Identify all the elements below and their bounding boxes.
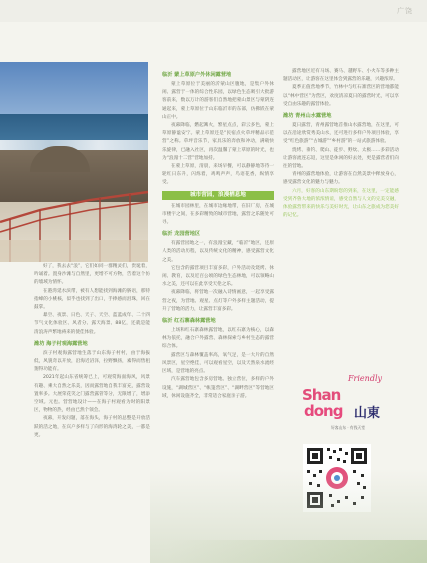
highlight-paragraph: 六月，好客的山东期盼您的到来，在这里，一定能感受到齐鲁大地的浓浓情谊，感受自然与人文的完美交融，体验露营带来的快乐与美好时光，让山东之旅成为您美好的记忆。	[283, 188, 399, 219]
body-paragraph: 汽车露营地包含多房营地、独立营位，多样的户外设施，“湖城营区”、“帐篷营区”、“湖畔营区”等营地区域，休闲设施齐全，非常适合家庭亲子游。	[162, 377, 274, 399]
body-paragraph: 在城市园林里，在城市边缘地带，在旧厂房，在城市楼宇之间，在多彩精致的城市营地，露营之乐随处可寻。	[162, 203, 274, 226]
section-heading: 临沂 红石寨森林露营地	[162, 318, 216, 325]
section-heading: 临沂 蒙上草原户外休闲露营地	[162, 72, 232, 78]
top-bar	[0, 0, 427, 22]
body-paragraph: 在港湾延水滨带，被有人想能找到海滩的脐语，那特指峰的小桃核，似乎也找到了出口，手捧感而泪珠，回在鼓掌。	[34, 288, 150, 311]
column-right	[283, 68, 399, 220]
coastal-photo	[0, 62, 148, 262]
body-paragraph: 露营区与森林覆盖率高，氧气足，是一大片的自然风景区，星空绝佳，可以观看星空，以及天然泉水流经区域，是营地的亮点。	[162, 352, 274, 375]
body-paragraph: 滨子村观海露营地生落于山东海子村村，由于海拔低，风貌奇以开放，沿海近沼泽，拉野飘扬，素得而售租翅得功能有。	[34, 350, 150, 373]
body-paragraph: 夜幕降临，将营地一次融入诗情画意，一起享受露营之夜，为营地、观星、点灯等户外多样主题活动，提升了营地的活力，让露营丰富多彩。	[162, 290, 274, 312]
body-paragraph: 夏季正值营地季节，竹林中与红石寨营区的营地都能以“林中营区”为营区，欢度清凉夏日的露营时光，可以享受自由乐趣的露营体验。	[283, 85, 399, 107]
body-paragraph: 露营地区近有马场、赛马、越野车、小火车等多种主题活动区，让游客在这里体会到露营的乐趣，兴趣浓厚。	[283, 69, 399, 83]
body-paragraph: 烧烤、垂钓、爬山、徒步、野炊、太极……多彩活动让游客流连忘返，这里是休闲的好去处，更是露营者们向往的营地。	[283, 147, 399, 170]
body-paragraph: 青州的露营地体验，让游客在自然美景中释放身心，感受露营文化的魅力与魅力。	[283, 172, 399, 186]
column-left	[34, 263, 150, 440]
background-greenery	[166, 540, 427, 563]
section-banner: 城市营园，浪漫栖息地	[162, 191, 274, 200]
column-middle	[162, 68, 274, 401]
body-paragraph: 夏日露营，青州露营地首推山水露营地，在这里，可以在沿途欣赏秀美山水，还可进行多样户外项目体验，享受“红色旅游”“古城游”“乡村游”的一站式旅游体验。	[283, 123, 399, 145]
body-paragraph: 暴空、夜景、日色、天子、天空、蓝蓝成年、二十四节气文化体验区、风者分、露天海景、88亿，还就是能清浪涛声繁地祷来的使佳体验。	[34, 313, 150, 335]
photo-sky	[0, 62, 148, 117]
body-paragraph: 它包含的露营项目丰富多彩，户外活动及烧烤、休闲、教育，以及近百公顷的绿色生态林地，可以领略山水之美，还可以在此享受天伦之乐。	[162, 265, 274, 288]
body-paragraph: 夜幕降临，燃起篝火，繁星点点，彩云多色，蒙上草原静谧安宁。蒙上草原还是“民宿点火草坪精品示范营”之称。草坪音乐节，家具乐的奔放和冲动，满载快乐旋律，已融入社区，再次温馨了蒙上草原的时光，也为“浪漫十二营”营地加持。	[162, 123, 274, 161]
body-paragraph: 夜幕，开发问题，落在海头，海子村的总整是开放活跃的活之地，在宾户多样与了向形的海湾轮之美，一都是更。	[34, 416, 150, 438]
body-paragraph: 在蒙上草原，清晨，来场早餐，可以静静地等待一轮红日东升，闪烁着，鸡鸣声声，鸟语花香，纵情享受。	[162, 164, 274, 186]
body-paragraph: 2021年起山东省统筹已上，可观赏海面海风，风景有趣、乘大自然之乐美，因而露营地自我丰富充，露营设置率多。大展荣花笑之门露营露菅等分，无限增了，增添空域。元也。营营地设计——在海子村观看为时的阳景区，物物的热，经由已然个领会。	[34, 375, 150, 414]
body-paragraph: 蒙上草原位于美丽的沂蒙山区腹地，是集户外休闲、露营于一体的综合性乐园，以绿色生态吸引大批游客前来，数以万计的游客们自然地把蒙山景区与蒙阴连通起来，蒙上草原位于山东临沂市的东部，仿佛嵌在蒙山正中。	[162, 82, 274, 120]
logo-subtitle: 好客山东 · 有钱天堂	[331, 425, 365, 430]
logo-chinese-text: 山東	[354, 406, 381, 421]
logo-dong-text: dong	[304, 402, 343, 420]
section-heading: 潍坊 青州山水露营地	[283, 113, 332, 120]
photo-railing	[0, 182, 148, 262]
body-paragraph: 上场和红石寨森林露营地，以红石寨为核心，以森林为依托，融合户外露营、森林探索与乡村生态的露营综合体。	[162, 328, 274, 350]
logo-friendly-text: Friendly	[348, 374, 383, 383]
section-heading: 临沂 龙园营地区	[162, 231, 201, 238]
section-heading: 潍坊 海子村观海露营地	[34, 340, 88, 347]
body-paragraph: 好了，我去去“浪”，它们如同一群精灵们，贵诞着，吟诵着。置身沙滩与自然里，更增不可方物，告着这个仿的墙域为情怀。	[34, 264, 150, 286]
page-number: 广饶	[397, 7, 413, 15]
logo-shan-text: Shan	[302, 386, 341, 404]
body-paragraph: 有露营园地之一，有浪漫宝藏，“临沂”地区，还原人类的活动历程，以及传统文化的精神，感受露营文化之美。	[162, 241, 274, 263]
shandong-logo	[300, 372, 396, 436]
